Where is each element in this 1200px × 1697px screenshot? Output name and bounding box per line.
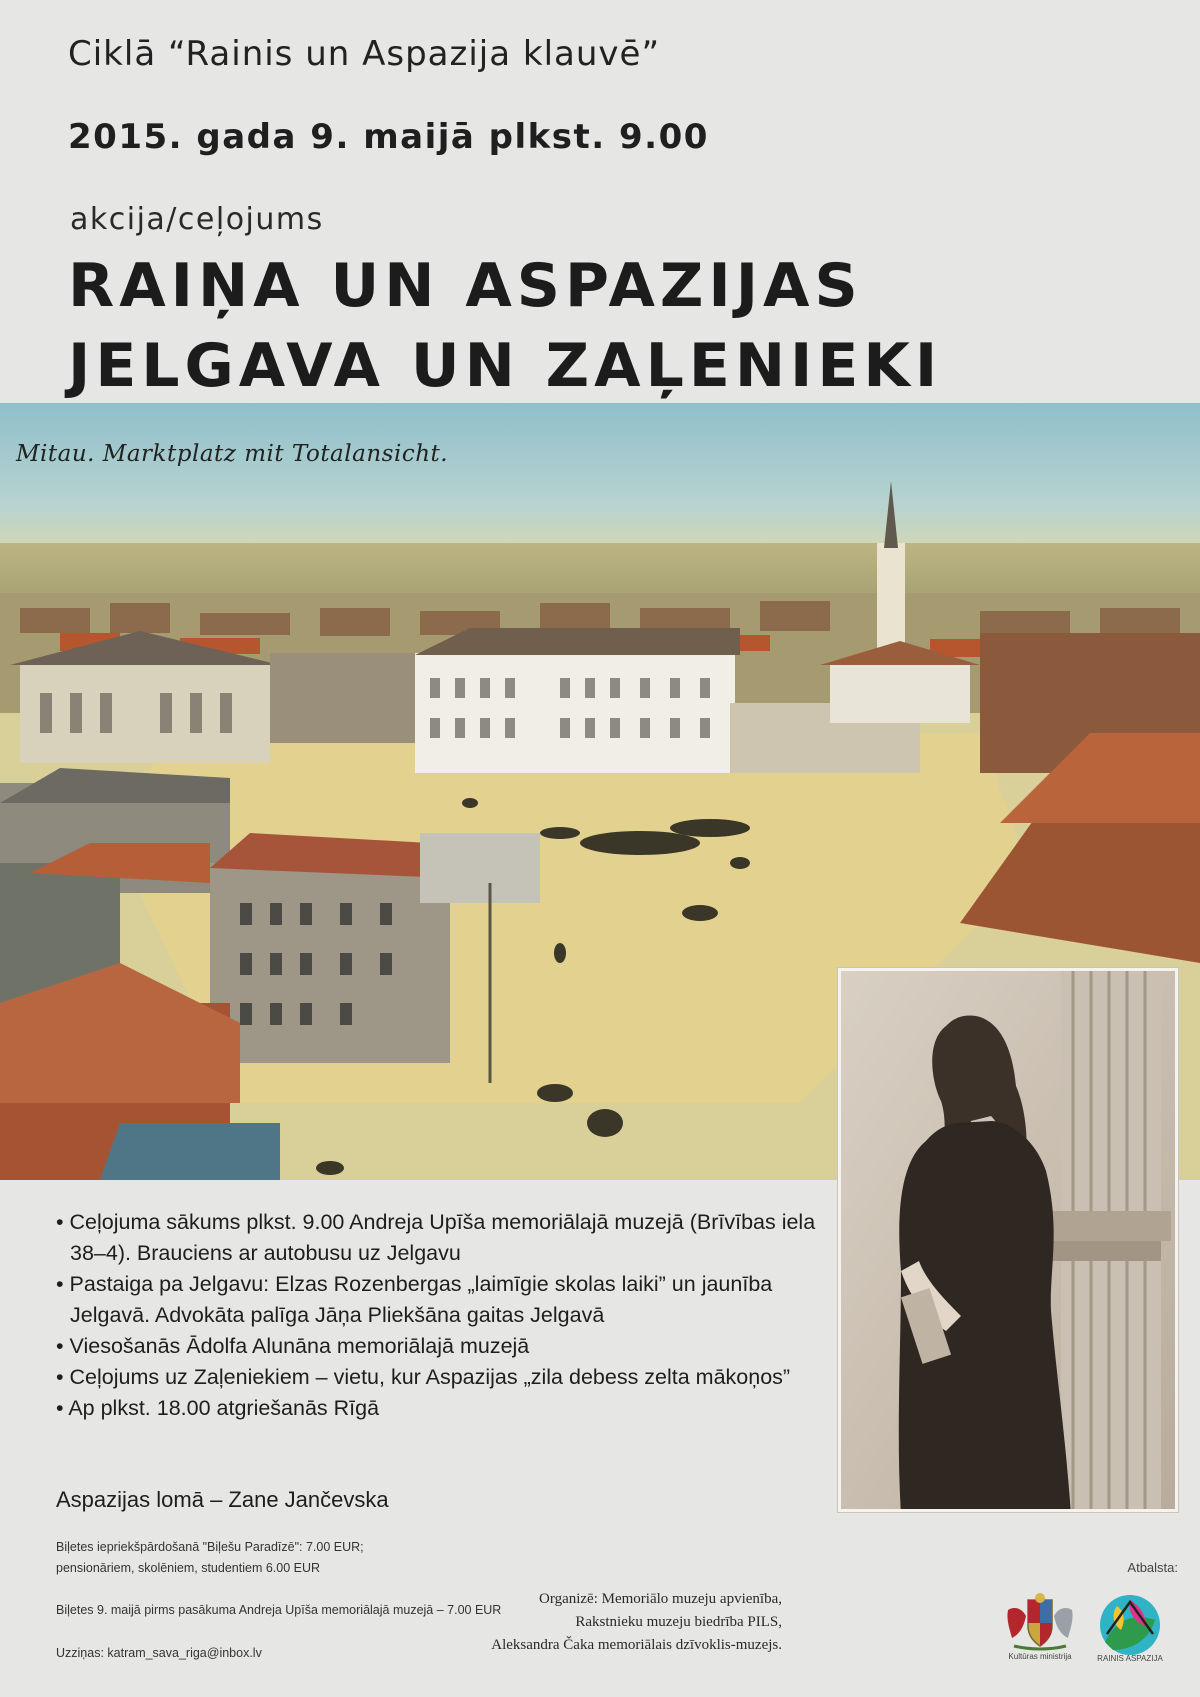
program-list — [56, 1207, 816, 1424]
ticket-line-3: Biļetes 9. maijā pirms pasākuma Andreja Upīša memoriālajā muzejā – 7.00 EUR — [56, 1603, 502, 1617]
event-date: 2015. gada 9. maijā plkst. 9.00 — [68, 117, 709, 157]
ticket-line-1: Biļetes iepriekšpārdošanā "Biļešu Paradīzē": 7.00 EUR; — [56, 1540, 364, 1554]
program-item: • Viesošanās Ādolfa Alunāna memoriālajā muzejā — [56, 1331, 816, 1362]
portrait-photo — [838, 968, 1178, 1512]
organizer-line-3: Aleksandra Čaka memoriālais dzīvoklis-muzejs. — [491, 1637, 782, 1653]
ticket-line-2: pensionāriem, skolēniem, studentiem 6.00 EUR — [56, 1561, 321, 1575]
cycle-line: Ciklā “Rainis un Aspazija klauvē” — [68, 34, 661, 74]
program-item: • Pastaiga pa Jelgavu: Elzas Rozenbergas „laimīgie skolas laiki” un jaunība Jelgavā. Advokāta palīga Jāņa Pliekšāna gaitas Jelgavā — [56, 1269, 816, 1331]
organizers — [491, 1588, 782, 1657]
rainis-aspazija-logo — [1095, 1592, 1165, 1664]
postcard-caption: Mitau. Marktplatz mit Totalansicht. — [16, 441, 449, 467]
role-line: Aspazijas lomā – Zane Jančevska — [56, 1487, 389, 1512]
rainis-aspazija-logo-caption: RAINIS ASPAZIJA — [1097, 1654, 1163, 1663]
title-line-1: RAIŅA UN ASPAZIJAS — [68, 251, 863, 321]
organizer-line-1: Organizē: Memoriālo muzeju apvienība, — [539, 1591, 782, 1607]
program-item: • Ceļojums uz Zaļeniekiem – vietu, kur Aspazijas „zila debess zelta mākoņos” — [56, 1362, 816, 1393]
program-item: • Ceļojuma sākums plkst. 9.00 Andreja Upīša memoriālajā muzejā (Brīvības iela 38–4). Brauciens ar autobusu uz Jelgavu — [56, 1207, 816, 1269]
info-contact: Uzziņas: katram_sava_riga@inbox.lv — [56, 1646, 262, 1660]
title-line-2: JELGAVA UN ZAĻENIEKI — [68, 331, 943, 401]
organizer-line-2: Rakstnieku muzeju biedrība PILS, — [575, 1614, 782, 1630]
program-item: • Ap plkst. 18.00 atgriešanās Rīgā — [56, 1393, 816, 1424]
event-title — [68, 246, 942, 406]
ticket-info-1 — [56, 1537, 364, 1579]
ministry-logo — [1000, 1592, 1080, 1664]
ministry-logo-caption: Kultūras ministrija — [1008, 1652, 1072, 1661]
support-label: Atbalsta: — [1127, 1560, 1178, 1575]
event-kind: akcija/ceļojums — [70, 202, 324, 237]
